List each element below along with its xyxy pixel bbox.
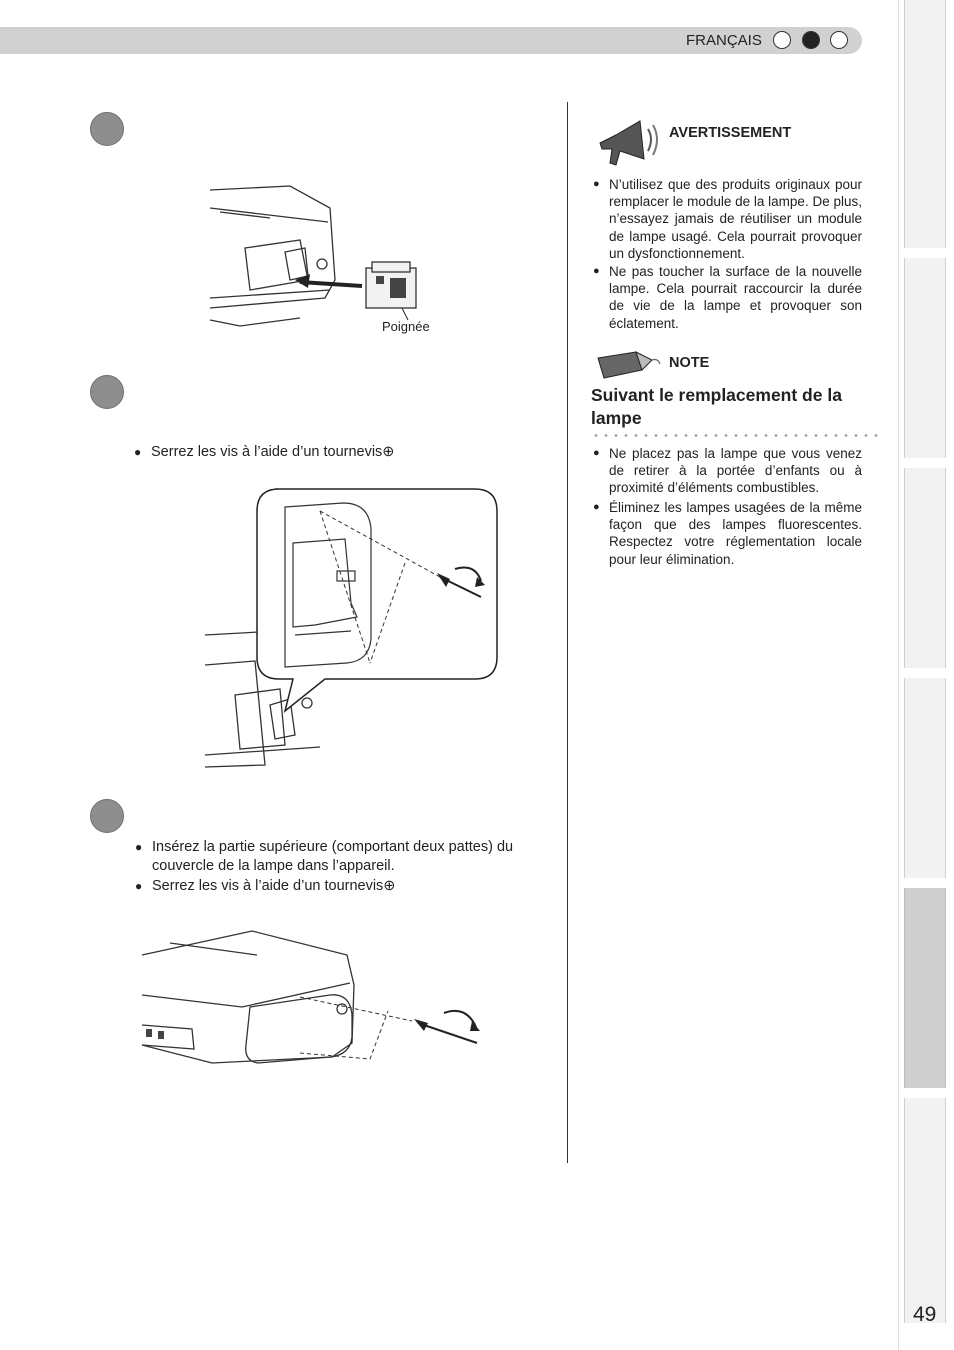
warning-item-1: ● N’utilisez que des produits originaux pour remplacer le module de la lampe. De plus, n’essayez jamais de réutiliser un module de lampe usagé. Cela pourrait provoquer un dysfonctionnement.	[593, 177, 862, 261]
section-indicator-2	[802, 31, 820, 49]
page-number: 49	[913, 1303, 937, 1326]
side-strip-line	[898, 0, 899, 1350]
side-tab-3[interactable]	[904, 468, 946, 668]
note-heading: Suivant le remplacement de la lampe	[591, 385, 842, 428]
language-label: FRANÇAIS	[686, 32, 762, 49]
side-tab-1[interactable]	[904, 0, 946, 248]
warning-item-2: ● Ne pas toucher la surface de la nouvelle lampe. Cela pourrait raccourcir la durée de vie de la lampe et provoquer son éclatement.	[593, 264, 862, 331]
step-3-bullet-2: ● Serrez les vis à l’aide d’un tournevis⊕	[135, 878, 396, 894]
side-tab-4[interactable]	[904, 678, 946, 878]
step-3-bullet-1-cont: couvercle de la lampe dans l’appareil.	[152, 858, 395, 874]
side-tab-5-active[interactable]	[904, 888, 946, 1088]
note-title: NOTE	[669, 355, 710, 371]
step-3-marker	[90, 799, 124, 833]
step-3-bullet-1: ● Insérez la partie supérieure (comportant deux pattes) du	[135, 839, 514, 855]
step-2-bullet: ● Serrez les vis à l’aide d’un tournevis⊕	[134, 444, 395, 460]
column-divider	[567, 102, 568, 1163]
step-1-marker	[90, 112, 124, 146]
side-tab-6[interactable]	[904, 1098, 946, 1323]
note-item-2: ● Éliminez les lampes usagées de la même façon que des lampes fluorescentes. Respectez votre réglementation locale pour leur élimination.	[593, 500, 862, 567]
note-item-1: ● Ne placez pas la lampe que vous venez de retirer à la portée d’enfants ou à proximité d’éléments combustibles.	[593, 446, 862, 496]
megaphone-warning-icon	[596, 115, 664, 171]
pencil-note-icon	[596, 350, 662, 380]
section-indicator-3	[830, 31, 848, 49]
side-tab-2[interactable]	[904, 258, 946, 458]
lamp-cover-close-illustration	[132, 925, 492, 1085]
section-indicator-1	[773, 31, 791, 49]
warning-title: AVERTISSEMENT	[669, 125, 792, 141]
dotted-separator	[591, 434, 883, 437]
handle-caption: Poignée	[382, 319, 430, 334]
screw-tighten-callout-illustration	[175, 485, 505, 775]
lamp-insert-illustration	[140, 180, 440, 340]
step-2-marker	[90, 375, 124, 409]
